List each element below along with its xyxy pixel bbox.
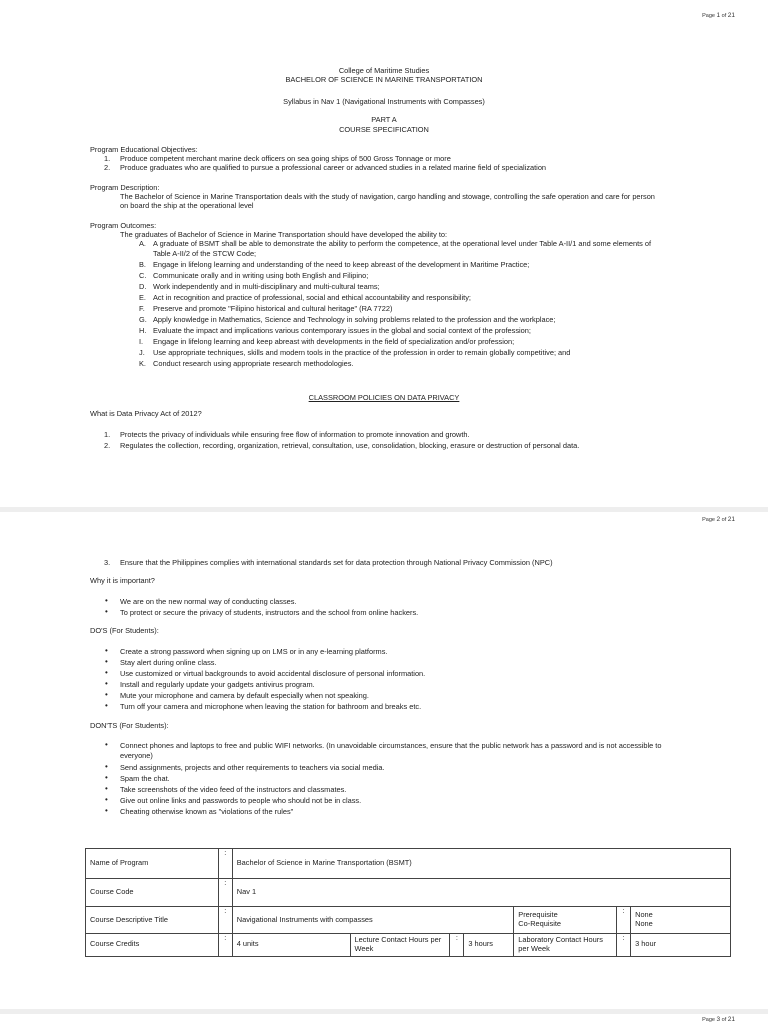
outcome-text: Preserve and promote "Filipino historical and cultural heritage" (RA 7722) [153,304,393,313]
list-item-text: Stay alert during online class. [120,658,217,667]
bullet-icon: • [105,690,108,699]
bullet-icon: • [105,657,108,666]
outcomes-title: Program Outcomes: [90,221,157,230]
outcome-letter: C. [139,271,147,280]
list-item-text: Send assignments, projects and other requirements to teachers via social media. [120,763,385,772]
outcome-text: Engage in lifelong learning and understanding of the need to keep abreast of the development in Maritime Practice; [153,260,530,269]
table-row [86,907,731,934]
colon-separator: : [617,934,631,957]
table-row [86,849,731,879]
list-item-text: Use customized or virtual backgrounds to avoid accidental disclosure of personal information. [120,669,426,678]
page-number: Page 3 of 21 [702,1016,735,1023]
part-title: COURSE SPECIFICATION [339,125,429,134]
colon-separator: : [218,907,232,934]
course-code-label: Course Code [86,879,219,907]
outcome-text: Act in recognition and practice of professional, social and ethical accountability and responsibility; [153,293,471,302]
credits-value: 4 units [232,934,350,957]
list-item-text: Cheating otherwise known as "violations of the rules" [120,807,294,816]
outcome-letter: I. [139,337,144,346]
outcome-letter: J. [139,348,145,357]
page-number: Page 1 of 21 [702,12,735,19]
outcome-letter: E. [139,293,146,302]
table-row [86,934,731,957]
lab-hours-label: Laboratory Contact Hours per Week [514,934,617,957]
program-value: Bachelor of Science in Marine Transportation (BSMT) [232,849,730,879]
outcome-letter: H. [139,326,147,335]
list-item-number: 2. [104,441,111,450]
colon-separator: : [218,934,232,957]
outcome-text: A graduate of BSMT shall be able to demonstrate the ability to perform the competence, at the operational level under Table A-II/1 and some elements of [153,239,652,248]
outcome-text: Apply knowledge in Mathematics, Science and Technology in solving problems related to the profession and the workplace; [153,315,556,324]
degree-title: BACHELOR OF SCIENCE IN MARINE TRANSPORTATION [285,75,483,84]
list-item-number: 3. [104,558,111,567]
syllabus-title: Syllabus in Nav 1 (Navigational Instruments with Compasses) [283,97,485,106]
bullet-icon: • [105,762,108,771]
description-text: The Bachelor of Science in Marine Transportation deals with the study of navigation, cargo handling and stowage, controlling the safe operation and care for person [120,192,655,201]
outcome-letter: G. [139,315,147,324]
outcome-letter: B. [139,260,146,269]
list-item-text: Produce competent merchant marine deck officers on sea going ships of 500 Gross Tonnage or more [120,154,451,163]
bullet-icon: • [105,646,108,655]
list-item: 1. [104,154,111,163]
colon-separator: : [450,934,464,957]
page-separator [0,507,768,512]
outcome-text: Work independently and in multi-disciplinary and multi-cultural teams; [153,282,380,291]
prereq-label: Prerequisite Co-Requisite [514,907,617,934]
bullet-icon: • [105,806,108,815]
lecture-hours-value: 3 hours [464,934,514,957]
bullet-icon: • [105,795,108,804]
bullet-icon: • [105,596,108,605]
privacy-heading: CLASSROOM POLICIES ON DATA PRIVACY [308,393,460,402]
list-item-text: Give out online links and passwords to people who should not be in class. [120,796,362,805]
description-text: on board the ship at the operational level [120,201,254,210]
college-name: College of Maritime Studies [338,66,430,75]
course-code-value: Nav 1 [232,879,730,907]
title-label: Course Descriptive Title [86,907,219,934]
list-item-text: Spam the chat. [120,774,170,783]
course-info-table [85,848,731,957]
title-value: Navigational Instruments with compasses [232,907,514,934]
list-item-text: Install and regularly update your gadgets antivirus program. [120,680,315,689]
list-item-text: We are on the new normal way of conducting classes. [120,597,297,606]
list-item-text: Mute your microphone and camera by default especially when not speaking. [120,691,369,700]
objectives-title: Program Educational Objectives: [90,145,198,154]
credits-label: Course Credits [86,934,219,957]
list-item-text: Ensure that the Philippines complies with international standards set for data protection through National Privacy Commission (NPC) [120,558,553,567]
description-title: Program Description: [90,183,160,192]
list-item-text: Turn off your camera and microphone when leaving the station for bathroom and breaks etc. [120,702,422,711]
outcome-text: Use appropriate techniques, skills and modern tools in the practice of the profession in order to remain globally competitive; and [153,348,571,357]
outcome-text: Engage in lifelong learning and keep abreast with developments in the field of specialization and/or profession; [153,337,515,346]
page-number: Page 2 of 21 [702,516,735,523]
donts-title: DON'TS (For Students): [90,721,169,730]
colon-separator: : [617,907,631,934]
list-item: 2. [104,163,111,172]
lab-hours-value: 3 hour [631,934,731,957]
list-item-text: Create a strong password when signing up on LMS or in any e-learning platforms. [120,647,388,656]
page-separator [0,1009,768,1014]
outcome-letter: A. [139,239,146,248]
list-item-text: Connect phones and laptops to free and public WIFI networks. (In unavoidable circumstances, ensure that the public network has a password and is not accessible to [120,741,662,750]
outcome-text: Evaluate the impact and implications various contemporary issues in the global and social context of the profession; [153,326,531,335]
why-title: Why it is important? [90,576,155,585]
list-item-text: Produce graduates who are qualified to pursue a professional career or advanced studies in a related marine field of specialization [120,163,547,172]
outcome-text: Communicate orally and in writing using both English and Filipino; [153,271,369,280]
prereq-value: None None [631,907,731,934]
bullet-icon: • [105,701,108,710]
bullet-icon: • [105,668,108,677]
dos-title: DO'S (For Students): [90,626,159,635]
list-item-text: Regulates the collection, recording, organization, retrieval, consultation, use, consolidation, blocking, erasure or destruction of personal data. [120,441,580,450]
list-item-text: everyone) [120,751,153,760]
bullet-icon: • [105,607,108,616]
list-item-text: To protect or secure the privacy of students, instructors and the school from online hackers. [120,608,419,617]
colon-separator: : [218,879,232,907]
outcome-text: Table A-II/2 of the STCW Code; [153,249,257,258]
table-row [86,879,731,907]
bullet-icon: • [105,773,108,782]
list-item-text: Protects the privacy of individuals while ensuring free flow of information to promote innovation and growth. [120,430,470,439]
bullet-icon: • [105,784,108,793]
program-label: Name of Program [86,849,219,879]
outcomes-intro: The graduates of Bachelor of Science in Marine Transportation should have developed the ability to: [120,230,448,239]
outcome-text: Conduct research using appropriate research methodologies. [153,359,354,368]
list-item-text: Take screenshots of the video feed of the instructors and classmates. [120,785,347,794]
bullet-icon: • [105,679,108,688]
list-item-number: 1. [104,430,111,439]
outcome-letter: D. [139,282,147,291]
outcome-letter: K. [139,359,146,368]
outcome-letter: F. [139,304,145,313]
colon-separator: : [218,849,232,879]
lecture-hours-label: Lecture Contact Hours per Week [350,934,450,957]
part-label: PART A [371,115,397,124]
privacy-question: What is Data Privacy Act of 2012? [90,409,202,418]
bullet-icon: • [105,740,108,749]
